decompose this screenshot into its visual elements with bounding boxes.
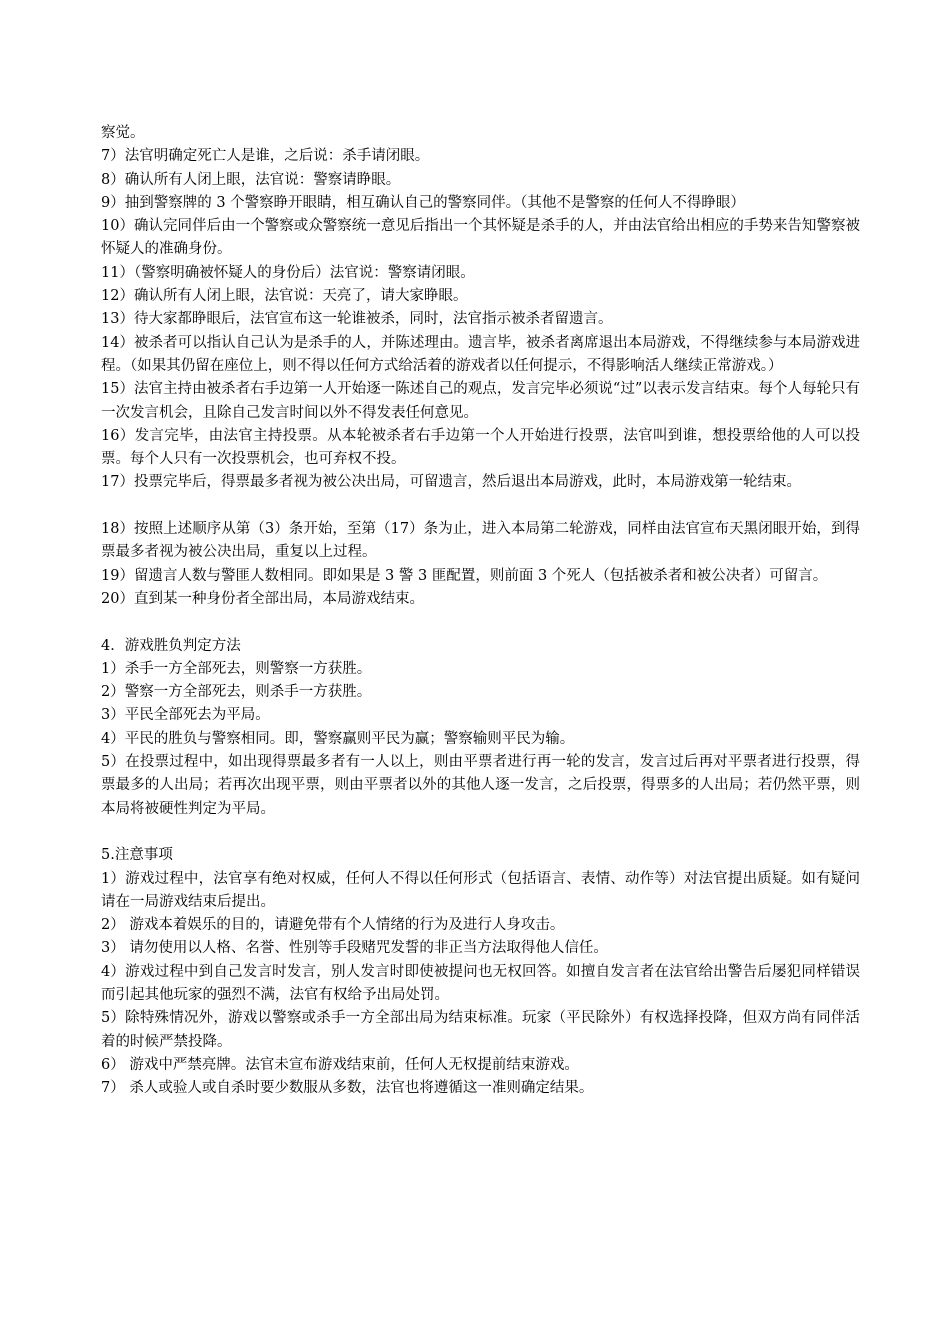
paragraph-cont-noticing: 察觉。 xyxy=(101,125,145,141)
blank-line xyxy=(101,611,860,634)
paragraph-note-7: 7） 杀人或验人或自杀时要少数服从多数，法官也将遵循这一准则确定结果。 xyxy=(101,1080,594,1097)
paragraph-rule-20: 20）直到某一种身份者全部出局，本局游戏结束。 xyxy=(101,590,424,607)
paragraph-note-4: 4）游戏过程中到自己发言时发言，别人发言时即使被提问也无权回答。如擅自发言者在法官给出警告后屡犯同样错误而引起其他玩家的强烈不满，法官有权给予出局处罚。 xyxy=(101,963,860,1003)
paragraph-note-1: 1）游戏过程中，法官享有绝对权威，任何人不得以任何形式（包括语言、表情、动作等）对法官提出质疑。如有疑问请在一局游戏结束后提出。 xyxy=(101,870,860,910)
paragraph-rule-17: 17）投票完毕后，得票最多者视为被公决出局，可留遗言，然后退出本局游戏，此时，本局游戏第一轮结束。 xyxy=(101,474,801,491)
paragraph-note-3: 3） 请勿使用以人格、名誉、性别等手段赌咒发誓的非正当方法取得他人信任。 xyxy=(101,940,608,957)
paragraph-win-4: 4）平民的胜负与警察相同。即，警察赢则平民为赢；警察输则平民为输。 xyxy=(101,730,575,747)
section-heading-notes: 5.注意事项 xyxy=(101,847,173,864)
paragraph-rule-19: 19）留遗言人数与警匪人数相同。即如果是 3 警 3 匪配置，则前面 3 个死人（包括被杀者和被公决者）可留言。 xyxy=(101,567,828,584)
section-heading-win-conditions: 4．游戏胜负判定方法 xyxy=(101,637,241,654)
paragraph-win-3: 3）平民全部死去为平局。 xyxy=(101,707,270,724)
paragraph-rule-7: 7）法官明确定死亡人是谁，之后说：杀手请闭眼。 xyxy=(101,148,430,165)
paragraph-rule-10: 10）确认完同伴后由一个警察或众警察统一意见后指出一个其怀疑是杀手的人，并由法官给出相应的手势来告知警察被怀疑人的准确身份。 xyxy=(101,218,860,258)
paragraph-win-2: 2）警察一方全部死去，则杀手一方获胜。 xyxy=(101,684,372,701)
paragraph-win-1: 1）杀手一方全部死去，则警察一方获胜。 xyxy=(101,660,372,677)
paragraph-note-5: 5）除特殊情况外，游戏以警察或杀手一方全部出局为结束标准。玩家（平民除外）有权选择投降，但双方尚有同伴活着的时候严禁投降。 xyxy=(101,1010,860,1050)
blank-line xyxy=(101,495,860,518)
paragraph-rule-18: 18）按照上述顺序从第（3）条开始，至第（17）条为止，进入本局第二轮游戏，同样由法官宣布天黑闭眼开始，到得票最多者视为被公决出局，重复以上过程。 xyxy=(101,521,860,561)
paragraph-rule-11: 11）（警察明确被怀疑人的身份后）法官说：警察请闭眼。 xyxy=(101,264,475,281)
paragraph-win-5: 5）在投票过程中，如出现得票最多者有一人以上，则由平票者进行再一轮的发言，发言过后再对平票者进行投票，得票最多的人出局；若再次出现平票，则由平票者以外的其他人逐一发言，之后投票，得票多的人出局；若仍然平票，则本局将被硬性判定为平局。 xyxy=(101,754,860,817)
paragraph-rule-15: 15）法官主持由被杀者右手边第一人开始逐一陈述自己的观点，发言完毕必须说“过”以表示发言结束。每个人每轮只有一次发言机会，且除自己发言时间以外不得发表任何意见。 xyxy=(101,381,860,421)
paragraph-rule-12: 12）确认所有人闭上眼，法官说：天亮了，请大家睁眼。 xyxy=(101,288,468,305)
paragraph-rule-8: 8）确认所有人闭上眼，法官说：警察请睁眼。 xyxy=(101,171,401,188)
paragraph-rule-13: 13）待大家都睁眼后，法官宣布这一轮谁被杀，同时，法官指示被杀者留遗言。 xyxy=(101,311,613,328)
paragraph-rule-16: 16）发言完毕，由法官主持投票。从本轮被杀者右手边第一个人开始进行投票，法官叫到谁，想投票给他的人可以投票。每个人只有一次投票机会，也可弃权不投。 xyxy=(101,427,860,468)
paragraph-note-6: 6） 游戏中严禁亮牌。法官未宣布游戏结束前，任何人无权提前结束游戏。 xyxy=(101,1056,579,1073)
blank-line xyxy=(101,821,860,844)
paragraph-rule-9: 9）抽到警察牌的 3 个警察睁开眼睛，相互确认自己的警察同伴。（其他不是警察的任何人不得睁眼） xyxy=(101,194,745,211)
paragraph-rule-14: 14）被杀者可以指认自己认为是杀手的人，并陈述理由。遗言毕，被杀者离席退出本局游戏，不得继续参与本局游戏进程。（如果其仍留在座位上，则不得以任何方式给活着的游戏者以任何提示，不得影响活人继续正常游戏。） xyxy=(101,334,860,374)
paragraph-note-2: 2） 游戏本着娱乐的目的，请避免带有个人情绪的行为及进行人身攻击。 xyxy=(101,917,565,934)
